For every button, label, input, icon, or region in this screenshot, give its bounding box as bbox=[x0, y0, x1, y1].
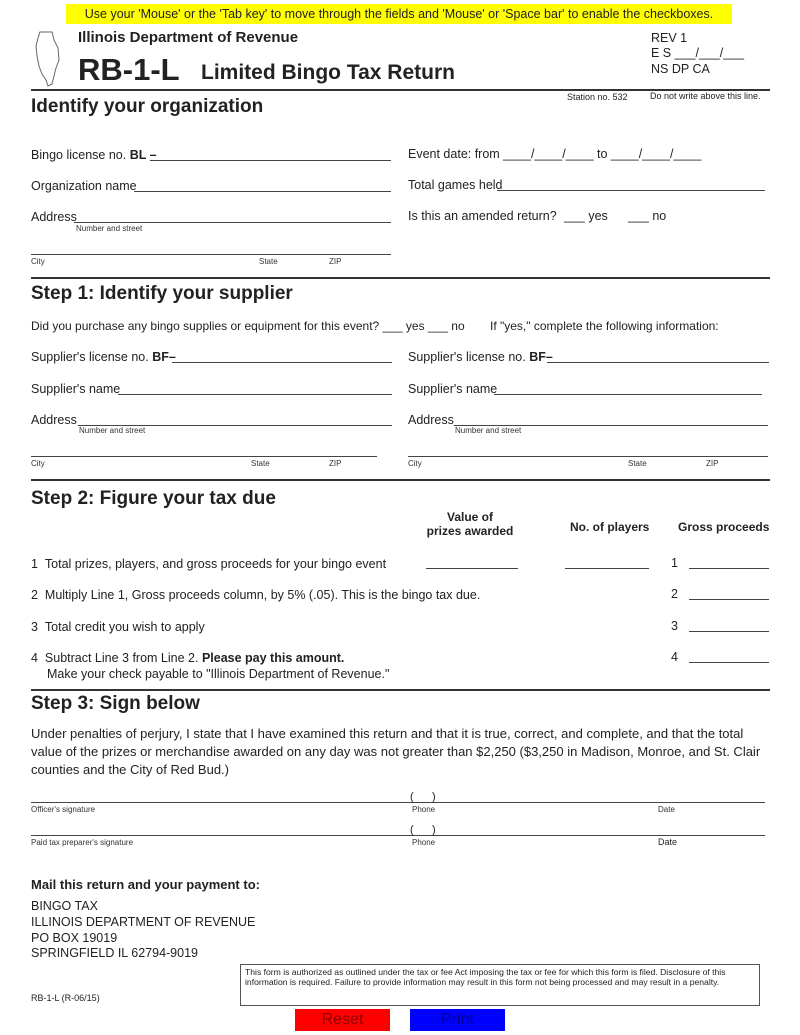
divider bbox=[31, 479, 770, 481]
mail-line: SPRINGFIELD IL 62794-9019 bbox=[31, 946, 198, 960]
supplier-name-input-2[interactable] bbox=[494, 394, 762, 395]
divider bbox=[31, 689, 770, 691]
line-4-note: Make your check payable to "Illinois Department of Revenue." bbox=[47, 667, 390, 681]
phone-label: Phone bbox=[412, 805, 436, 814]
number-street-label: Number and street bbox=[76, 224, 143, 233]
date-label: Date bbox=[658, 805, 675, 814]
step1-heading: Step 1: Identify your supplier bbox=[31, 283, 293, 304]
mail-line: PO BOX 19019 bbox=[31, 931, 118, 945]
preparer-signature-line[interactable] bbox=[31, 835, 765, 836]
players-input[interactable] bbox=[565, 568, 649, 569]
amended-label: Is this an amended return? bbox=[408, 209, 557, 223]
step2-heading: Step 2: Figure your tax due bbox=[31, 488, 276, 509]
supplier-address-label-1: Address bbox=[31, 413, 77, 427]
event-date-field[interactable]: Event date: from ____/____/____ to ____/____/____ bbox=[408, 147, 702, 161]
org-name-label: Organization name bbox=[31, 179, 137, 193]
line-3: 3 Total credit you wish to apply bbox=[31, 620, 205, 634]
license-label: Bingo license no. BL – bbox=[31, 148, 157, 162]
org-address-input[interactable] bbox=[74, 222, 391, 223]
city-label: City bbox=[408, 459, 422, 468]
perjury-statement: Under penalties of perjury, I state that I have examined this return and that it is true, correct, and complete, and that the total value of the prizes or merchandise awarded on any day was not greater than $2,250 ($3,250 in Madison, Monroe, and St. Clair counties and the City of Red Bud.) bbox=[31, 726, 761, 777]
agency-name: Illinois Department of Revenue bbox=[78, 29, 299, 46]
org-name-input[interactable] bbox=[134, 191, 391, 192]
tax-due-input[interactable] bbox=[689, 599, 769, 600]
mail-heading: Mail this return and your payment to: bbox=[31, 877, 260, 892]
supplier-license-input-1[interactable] bbox=[172, 362, 392, 363]
supplier-license-label-1: Supplier's license no. BF– bbox=[31, 350, 176, 364]
mail-line: BINGO TAX bbox=[31, 899, 98, 913]
credit-line-num: 3 bbox=[671, 619, 678, 633]
supplier-license-input-2[interactable] bbox=[547, 362, 769, 363]
zip-label: ZIP bbox=[706, 459, 719, 468]
amount-due-input[interactable] bbox=[689, 662, 769, 663]
org-heading: Identify your organization bbox=[31, 96, 264, 117]
divider bbox=[31, 277, 770, 279]
zip-label: ZIP bbox=[329, 459, 342, 468]
line-2: 2 Multiply Line 1, Gross proceeds column, by 5% (.05). This is the bingo tax due. bbox=[31, 588, 481, 602]
officer-signature-label: Officer's signature bbox=[31, 805, 96, 814]
city-label: City bbox=[31, 257, 45, 266]
supplier-city-input-1[interactable] bbox=[31, 456, 377, 457]
authorization-notice: This form is authorized as outlined under the tax or fee Act imposing the tax or fee for which this form is filed. Disclosure of this information is required. Failure to provide information may result in this form not being processed and may result in a penalty. bbox=[240, 964, 760, 1006]
if-yes-note: If "yes," complete the following information: bbox=[490, 319, 719, 333]
supplier-city-input-2[interactable] bbox=[408, 456, 768, 457]
supplies-question[interactable]: Did you purchase any bingo supplies or equipment for this event? ___ yes ___ no bbox=[31, 319, 465, 333]
bingo-license-input[interactable] bbox=[150, 160, 391, 161]
org-city-input[interactable] bbox=[31, 254, 391, 255]
reset-button[interactable]: Reset bbox=[295, 1009, 390, 1031]
phone-label: Phone bbox=[412, 838, 436, 847]
supplier-license-label-2: Supplier's license no. BF– bbox=[408, 350, 553, 364]
supplier-address-label-2: Address bbox=[408, 413, 454, 427]
line-4: 4 Subtract Line 3 from Line 2. Please pay this amount. bbox=[31, 651, 345, 665]
supplier-name-label-1: Supplier's name bbox=[31, 382, 121, 396]
illinois-state-icon bbox=[34, 30, 62, 88]
state-label: State bbox=[628, 459, 647, 468]
line-1: 1 Total prizes, players, and gross proceeds for your bingo event bbox=[31, 557, 387, 571]
gross-line-num: 1 bbox=[671, 556, 678, 570]
form-id: RB-1-L bbox=[78, 52, 180, 87]
col-prizes-header: Value of prizes awarded bbox=[426, 510, 514, 538]
step3-heading: Step 3: Sign below bbox=[31, 693, 200, 714]
print-button[interactable]: Print bbox=[410, 1009, 505, 1031]
amended-no-checkbox[interactable]: ___ no bbox=[628, 209, 667, 223]
office-use-es: E S ___/___/___ bbox=[651, 46, 745, 60]
instruction-banner: Use your 'Mouse' or the 'Tab key' to move through the fields and 'Mouse' or 'Space bar' to enable the checkboxes. bbox=[66, 4, 732, 24]
pay-line-num: 4 bbox=[671, 650, 678, 664]
zip-label: ZIP bbox=[329, 257, 342, 266]
state-label: State bbox=[259, 257, 278, 266]
form-title: Limited Bingo Tax Return bbox=[201, 61, 455, 84]
gross-proceeds-input[interactable] bbox=[689, 568, 769, 569]
do-not-write-note: Do not write above this line. bbox=[650, 91, 761, 101]
station-number: Station no. 532 bbox=[567, 92, 628, 102]
office-use-rev: REV 1 bbox=[651, 31, 688, 45]
tax-line-num: 2 bbox=[671, 587, 678, 601]
total-games-label: Total games held bbox=[408, 178, 503, 192]
number-street-label: Number and street bbox=[79, 426, 146, 435]
supplier-name-input-1[interactable] bbox=[118, 394, 392, 395]
amended-yes-checkbox[interactable]: ___ yes bbox=[564, 209, 608, 223]
form-revision: RB-1-L (R-06/15) bbox=[31, 993, 100, 1003]
total-games-input[interactable] bbox=[497, 190, 765, 191]
phone-paren: ( ) bbox=[410, 791, 436, 803]
phone-paren: ( ) bbox=[410, 824, 436, 836]
address-label: Address bbox=[31, 210, 77, 224]
date-label: Date bbox=[658, 837, 678, 847]
col-players-header: No. of players bbox=[570, 520, 650, 534]
state-label: State bbox=[251, 459, 270, 468]
city-label: City bbox=[31, 459, 45, 468]
officer-signature-line[interactable] bbox=[31, 802, 765, 803]
mail-line: ILLINOIS DEPARTMENT OF REVENUE bbox=[31, 915, 256, 929]
preparer-signature-label: Paid tax preparer's signature bbox=[31, 838, 134, 847]
supplier-name-label-2: Supplier's name bbox=[408, 382, 498, 396]
office-use-codes: NS DP CA bbox=[651, 62, 710, 76]
credit-input[interactable] bbox=[689, 631, 769, 632]
col-gross-header: Gross proceeds bbox=[678, 520, 770, 534]
number-street-label: Number and street bbox=[455, 426, 522, 435]
prizes-input[interactable] bbox=[426, 568, 518, 569]
